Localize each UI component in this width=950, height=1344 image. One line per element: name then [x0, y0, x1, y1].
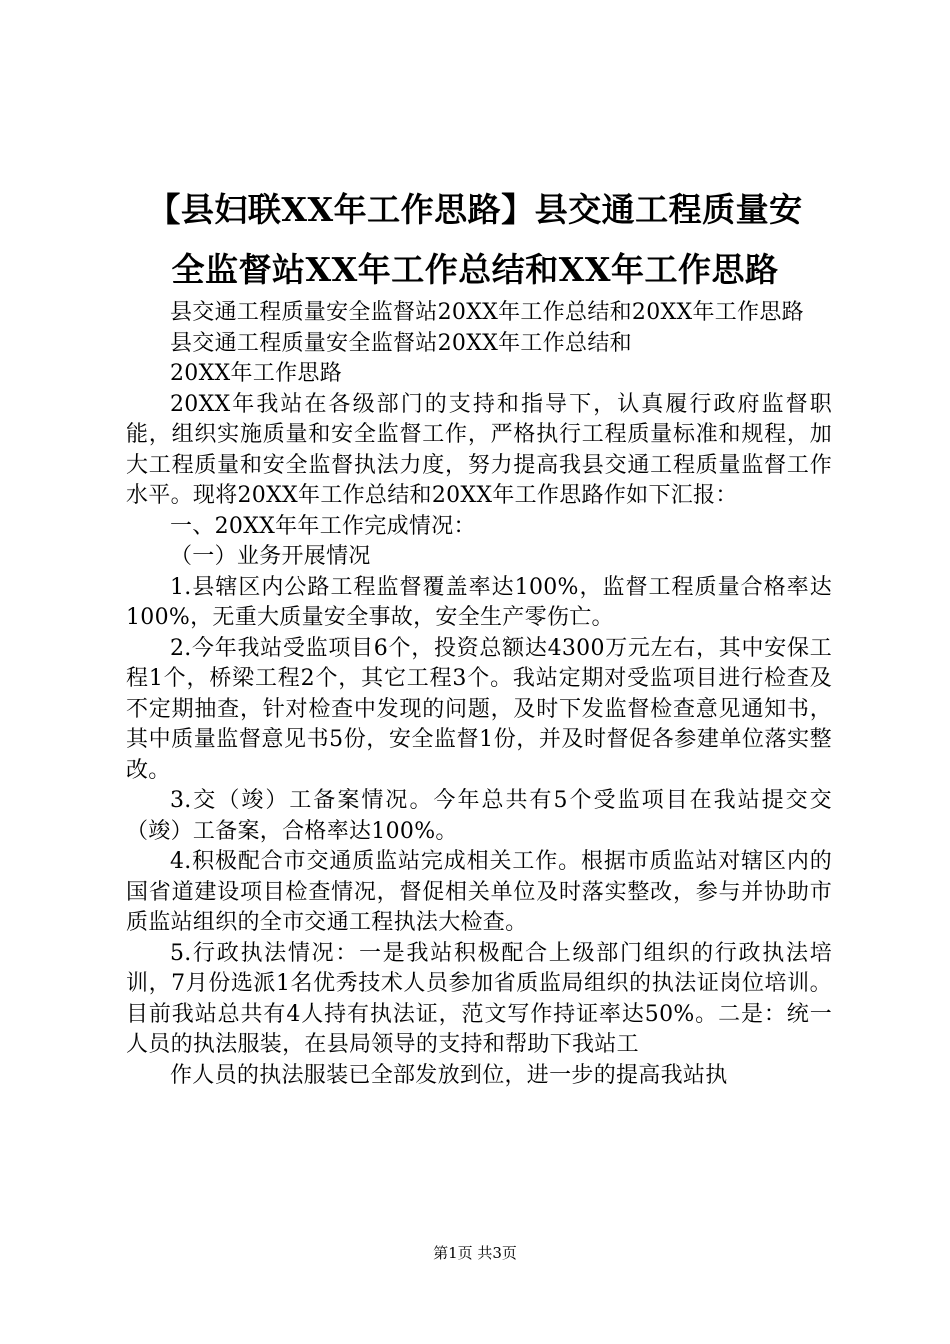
document-title	[100, 180, 850, 300]
paragraph-continuation: 作人员的执法服装已全部发放到位，进一步的提高我站执	[170, 1062, 728, 1088]
document-body	[126, 298, 832, 1091]
paragraph-item-4: 4.积极配合市交通质监站完成相关工作。根据市质监站对辖区内的国省道建设项目检查情况，督促相关单位及时落实整改，参与并协助市质监站组织的全市交通工程执法大检查。	[126, 849, 832, 935]
subsection-heading: （一）业务开展情况	[170, 544, 371, 569]
paragraph-item-5: 5.行政执法情况：一是我站积极配合上级部门组织的行政执法培训，7月份选派1名优秀技术人员参加省质监局组织的执法证岗位培训。目前我站总共有4人持有执法证，范文写作持证率达50%。二是：统一人员的执法服装，在县局领导的支持和帮助下我站工	[126, 940, 832, 1057]
title-line-2: 全监督站XX年工作总结和XX年工作思路	[171, 250, 779, 289]
paragraph-subtitle: 县交通工程质量安全监督站20XX年工作总结和20XX年工作思路	[170, 300, 804, 325]
paragraph-item-1: 1.县辖区内公路工程监督覆盖率达100%，监督工程质量合格率达100%，无重大质量安全事故，安全生产零伤亡。	[126, 574, 832, 630]
paragraph-intro: 20XX年我站在各级部门的支持和指导下，认真履行政府监督职能，组织实施质量和安全监督工作，严格执行工程质量标准和规程，加大工程质量和安全监督执法力度，努力提高我县交通工程质量监督工作水平。现将20XX年工作总结和20XX年工作思路作如下汇报：	[126, 391, 832, 508]
section-heading: 一、20XX年年工作完成情况：	[170, 513, 476, 539]
paragraph-item-3: 3.交（竣）工备案情况。今年总共有5个受监项目在我站提交交（竣）工备案，合格率达100%。	[126, 788, 832, 844]
paragraph-heading-1: 县交通工程质量安全监督站20XX年工作总结和	[170, 330, 632, 356]
paragraph-heading-2: 20XX年工作思路	[170, 361, 343, 386]
page-footer: 第1页 共3页	[433, 1244, 517, 1262]
paragraph-item-2: 2.今年我站受监项目6个，投资总额达4300万元左右，其中安保工程1个，桥梁工程2个，其它工程3个。我站定期对受监项目进行检查及不定期抽查，针对检查中发现的问题，及时下发监督检查意见通知书，其中质量监督意见书5份，安全监督1份，并及时督促各参建单位落实整改。	[126, 635, 832, 783]
title-line-1: 【县妇联XX年工作思路】县交通工程质量安	[147, 190, 803, 229]
